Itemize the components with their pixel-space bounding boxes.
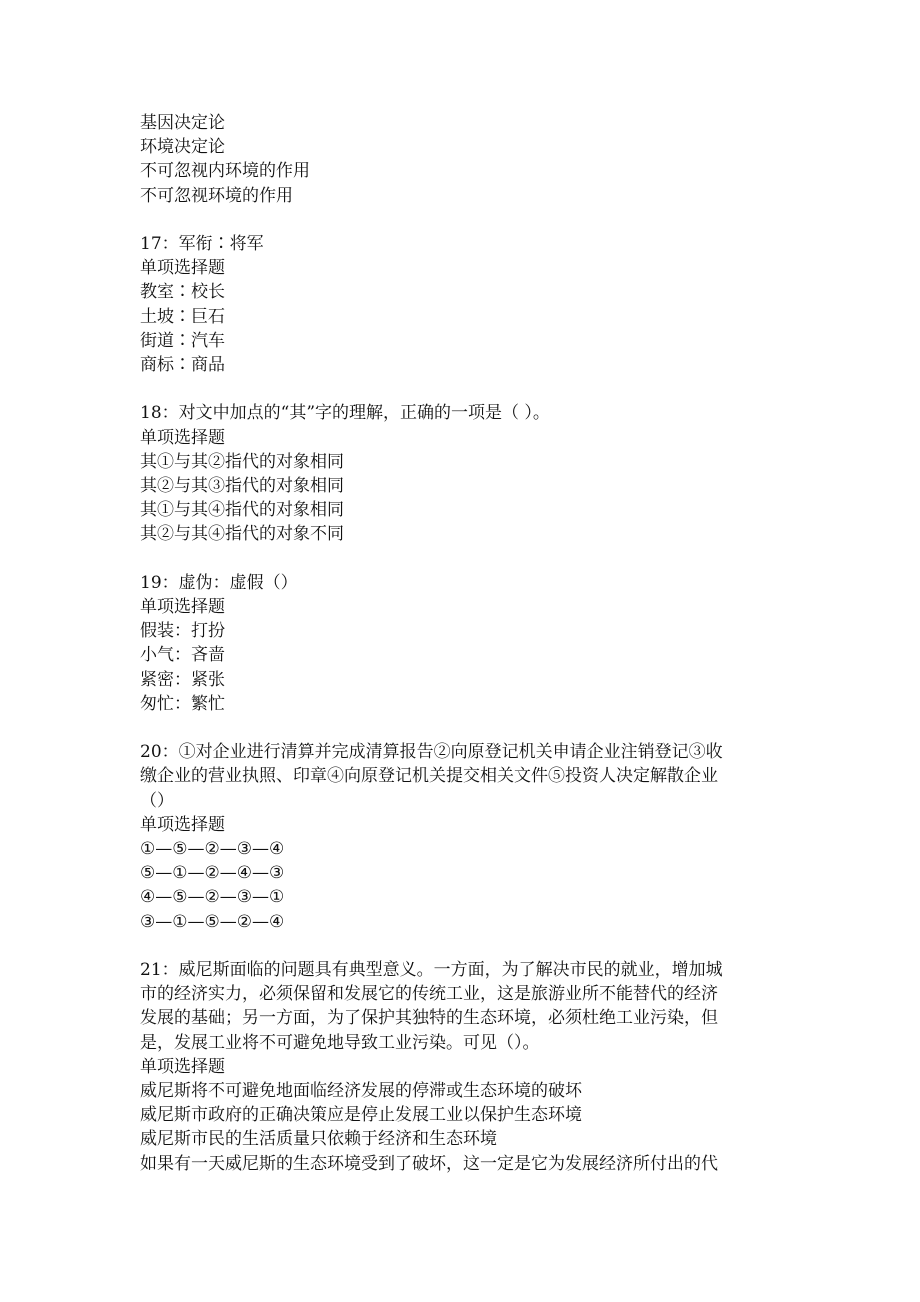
question-19 [140, 571, 780, 716]
spacer [140, 547, 780, 571]
option-text: 假装：打扮 [140, 621, 225, 642]
option-text: ④—⑤—②—③—① [140, 887, 285, 908]
question-21 [140, 958, 780, 1176]
option-text: 不可忽视内环境的作用 [140, 161, 310, 182]
question-stem-line: 是，发展工业将不可避免地导致工业污染。可见（）。 [140, 1032, 540, 1053]
question-stem-line: 21：威尼斯面临的问题具有典型意义。一方面，为了解决市民的就业，增加城 [140, 960, 723, 981]
option-text: 紧密：紧张 [140, 669, 225, 690]
question-20 [140, 740, 780, 934]
spacer [140, 716, 780, 740]
option-text: 环境决定论 [140, 137, 225, 158]
spacer [140, 208, 780, 232]
question-stem: 19：虚伪：虚假（） [140, 572, 298, 593]
question-17 [140, 232, 780, 377]
option-text: 如果有一天威尼斯的生态环境受到了破坏，这一定是它为发展经济所付出的代 [140, 1153, 718, 1174]
previous-question-options [140, 111, 780, 208]
option-text: 其①与其②指代的对象相同 [140, 451, 344, 472]
question-stem: 18：对文中加点的“其”字的理解，正确的一项是（ ）。 [140, 403, 550, 424]
option-text: 威尼斯将不可避免地面临经济发展的停滞或生态环境的破坏 [140, 1081, 582, 1102]
document-page [140, 111, 780, 1176]
option-text: 基因决定论 [140, 113, 225, 133]
question-type: 单项选择题 [140, 427, 225, 448]
option-text: 威尼斯市民的生活质量只依赖于经济和生态环境 [140, 1129, 497, 1150]
option-text: 教室∶校长 [140, 282, 225, 303]
option-text: ③—①—⑤—②—④ [140, 911, 285, 932]
option-text: 匆忙：繁忙 [140, 693, 225, 714]
option-text: 其②与其③指代的对象相同 [140, 476, 344, 497]
option-text: ①—⑤—②—③—④ [140, 839, 285, 860]
question-stem: 17：军衔∶将军 [140, 234, 264, 254]
option-text: ⑤—①—②—④—③ [140, 863, 285, 884]
question-stem-line: 发展的基础；另一方面，为了保护其独特的生态环境，必须杜绝工业污染，但 [140, 1008, 718, 1029]
question-stem-line: 20：①对企业进行清算并完成清算报告②向原登记机关申请企业注销登记③收 [140, 742, 723, 763]
option-text: 商标∶商品 [140, 355, 225, 376]
question-type: 单项选择题 [140, 597, 225, 618]
option-text: 土坡∶巨石 [140, 306, 225, 327]
option-text: 街道∶汽车 [140, 330, 225, 351]
option-text: 其②与其④指代的对象不同 [140, 524, 344, 545]
question-type: 单项选择题 [140, 1056, 225, 1077]
spacer [140, 377, 780, 401]
question-stem-line: 市的经济实力，必须保留和发展它的传统工业，这是旅游业所不能替代的经济 [140, 984, 718, 1005]
option-text: 威尼斯市政府的正确决策应是停止发展工业以保护生态环境 [140, 1105, 582, 1126]
question-stem-line: （） [140, 790, 174, 811]
option-text: 不可忽视环境的作用 [140, 185, 293, 206]
option-text: 其①与其④指代的对象相同 [140, 500, 344, 521]
spacer [140, 934, 780, 958]
question-type: 单项选择题 [140, 258, 225, 279]
question-stem-line: 缴企业的营业执照、印章④向原登记机关提交相关文件⑤投资人决定解散企业 [140, 766, 718, 787]
option-text: 小气：吝啬 [140, 645, 225, 666]
question-type: 单项选择题 [140, 814, 225, 835]
question-18 [140, 401, 780, 546]
